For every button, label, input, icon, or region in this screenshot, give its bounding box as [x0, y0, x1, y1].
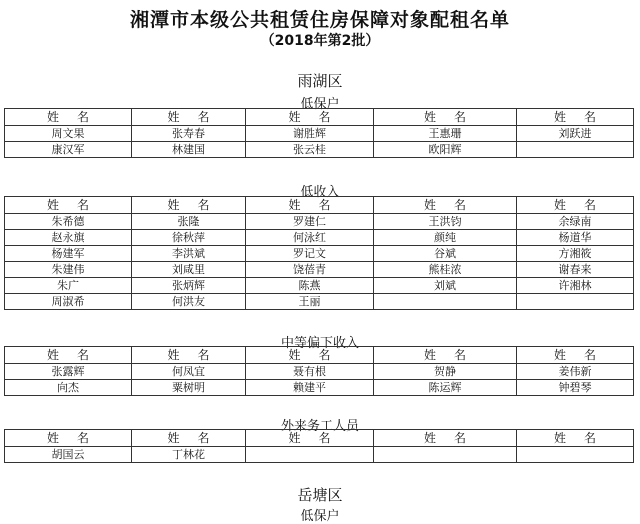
- table-header-row: [5, 109, 634, 126]
- table-row: [5, 230, 634, 246]
- name-cell: 丁林花: [132, 447, 246, 463]
- name-cell: 刘咸里: [132, 262, 246, 278]
- column-header: 姓名: [132, 197, 246, 214]
- name-cell: 聂有根: [246, 364, 374, 380]
- name-cell: 何洪友: [132, 294, 246, 310]
- category-heading: 低保户: [300, 97, 340, 112]
- category-heading: 中等偏下收入: [280, 336, 359, 351]
- column-header: 姓名: [517, 109, 634, 126]
- name-cell: 徐秋萍: [132, 230, 246, 246]
- name-cell: 朱广: [5, 278, 132, 294]
- name-cell: 李洪斌: [132, 246, 246, 262]
- name-cell: 许湘林: [517, 278, 634, 294]
- table-row: [5, 126, 634, 142]
- name-cell: [517, 142, 634, 158]
- table-header-row: [5, 430, 634, 447]
- table-row: [5, 380, 634, 396]
- table-row: [5, 364, 634, 380]
- column-header: 姓名: [246, 430, 374, 447]
- column-header: 姓名: [5, 347, 132, 364]
- column-header: 姓名: [132, 347, 246, 364]
- name-cell: 朱建伟: [5, 262, 132, 278]
- name-cell: [246, 447, 374, 463]
- name-cell: 欧阳辉: [374, 142, 517, 158]
- name-table: [4, 108, 634, 158]
- name-cell: 罗建仁: [246, 214, 374, 230]
- page-title: 湘潭市本级公共租赁住房保障对象配租名单: [129, 9, 510, 31]
- name-cell: 王丽: [246, 294, 374, 310]
- name-cell: 陈运辉: [374, 380, 517, 396]
- name-cell: 林建国: [132, 142, 246, 158]
- name-cell: 胡国云: [5, 447, 132, 463]
- table-header-row: [5, 347, 634, 364]
- name-cell: 谢胜辉: [246, 126, 374, 142]
- name-cell: 张露辉: [5, 364, 132, 380]
- category-heading: 低保户: [300, 509, 340, 524]
- name-table: [4, 346, 634, 396]
- name-cell: 张炳辉: [132, 278, 246, 294]
- name-cell: 赖建平: [246, 380, 374, 396]
- table-row: [5, 447, 634, 463]
- name-cell: 罗记文: [246, 246, 374, 262]
- column-header: 姓名: [246, 109, 374, 126]
- name-cell: [374, 294, 517, 310]
- name-cell: 颜纯: [374, 230, 517, 246]
- name-cell: 朱希德: [5, 214, 132, 230]
- name-cell: 张寿春: [132, 126, 246, 142]
- table-row: [5, 278, 634, 294]
- name-cell: 钟碧琴: [517, 380, 634, 396]
- name-cell: 杨道华: [517, 230, 634, 246]
- column-header: 姓名: [246, 347, 374, 364]
- name-cell: 王惠珊: [374, 126, 517, 142]
- column-header: 姓名: [517, 430, 634, 447]
- name-cell: [374, 447, 517, 463]
- name-cell: 刘斌: [374, 278, 517, 294]
- name-cell: 贺静: [374, 364, 517, 380]
- name-cell: 张云桂: [246, 142, 374, 158]
- name-cell: [517, 447, 634, 463]
- name-cell: 熊桂浓: [374, 262, 517, 278]
- name-cell: 张隆: [132, 214, 246, 230]
- column-header: 姓名: [374, 347, 517, 364]
- column-header: 姓名: [246, 197, 374, 214]
- name-cell: 周文果: [5, 126, 132, 142]
- column-header: 姓名: [5, 197, 132, 214]
- name-cell: 饶蓓青: [246, 262, 374, 278]
- table-row: [5, 246, 634, 262]
- name-table: [4, 429, 634, 463]
- name-table: [4, 196, 634, 310]
- name-cell: [517, 294, 634, 310]
- name-cell: 陈燕: [246, 278, 374, 294]
- name-cell: 王洪钧: [374, 214, 517, 230]
- table-header-row: [5, 197, 634, 214]
- table-row: [5, 262, 634, 278]
- column-header: 姓名: [132, 109, 246, 126]
- column-header: 姓名: [5, 430, 132, 447]
- table-row: [5, 214, 634, 230]
- name-cell: 赵永旗: [5, 230, 132, 246]
- name-cell: 姜伟新: [517, 364, 634, 380]
- column-header: 姓名: [132, 430, 246, 447]
- district-heading: 雨湖区: [297, 72, 343, 90]
- column-header: 姓名: [517, 347, 634, 364]
- column-header: 姓名: [374, 109, 517, 126]
- name-cell: 粟树明: [132, 380, 246, 396]
- column-header: 姓名: [517, 197, 634, 214]
- category-heading: 低收入: [300, 185, 340, 200]
- name-cell: 方湘筱: [517, 246, 634, 262]
- name-cell: 周淑希: [5, 294, 132, 310]
- district-heading: 岳塘区: [297, 486, 343, 504]
- name-cell: 杨建军: [5, 246, 132, 262]
- column-header: 姓名: [374, 430, 517, 447]
- name-cell: 康汉军: [5, 142, 132, 158]
- name-cell: 向杰: [5, 380, 132, 396]
- table-row: [5, 142, 634, 158]
- name-cell: 何凤宜: [132, 364, 246, 380]
- name-cell: 何泳红: [246, 230, 374, 246]
- name-cell: 刘跃进: [517, 126, 634, 142]
- name-cell: 余绿南: [517, 214, 634, 230]
- batch-subtitle: （2018年第2批）: [260, 33, 380, 49]
- name-cell: 谢春来: [517, 262, 634, 278]
- category-heading: 外来务工人员: [280, 419, 359, 434]
- column-header: 姓名: [5, 109, 132, 126]
- name-cell: 谷斌: [374, 246, 517, 262]
- column-header: 姓名: [374, 197, 517, 214]
- table-row: [5, 294, 634, 310]
